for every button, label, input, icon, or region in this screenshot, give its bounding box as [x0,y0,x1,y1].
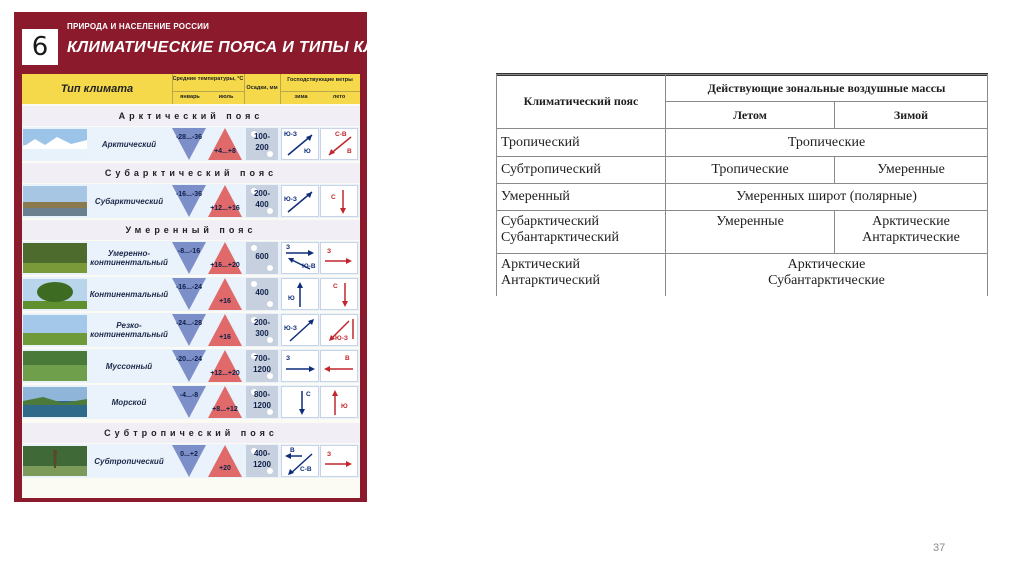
wind-direction: С-В [335,131,347,138]
air-mass-line: Арктические [872,214,950,229]
divider [172,74,173,104]
temp-january: 0...+2 [180,451,198,458]
belt-name: Субтропический [497,157,666,184]
air-masses-table [496,74,988,296]
climate-row [22,127,360,161]
precipitation [246,317,278,339]
temp-january: -4...-8 [179,392,199,399]
air-mass-summer: Тропические [666,157,835,184]
temp-january: -16...-24 [175,284,203,291]
wind-direction: В [345,355,350,362]
temp-january-cold [172,128,206,160]
belt-name-line: Субарктический [501,214,599,229]
temp-january-cold [172,350,206,382]
photo-oak-tree [23,279,87,309]
photo-sea-coast [23,387,87,417]
precipitation-value: 800- [253,390,270,399]
climate-row [22,444,360,478]
wind-direction: Ю [304,148,311,155]
temp-july-warm [208,350,242,382]
wind-direction: Ю [288,295,295,302]
zone-arctic: Арктический пояс [22,106,360,126]
temp-january: -8...-16 [177,248,201,255]
climate-name: Субарктический [94,196,164,206]
header-precipitation: Осадки, мм [246,85,278,91]
temp-july-warm [208,278,242,310]
wind-direction: Ю-З [284,131,297,138]
precipitation-value: 300 [255,329,269,338]
wind-direction: С [331,194,336,201]
climate-row [22,385,360,419]
temp-july: +4...+8 [214,148,236,155]
poster-header [14,12,432,70]
precipitation-value: 200- [253,318,270,327]
temp-july-warm [208,314,242,346]
wind-direction: Ю-З [284,325,297,332]
temp-july: +20 [219,465,231,472]
temp-january-cold [172,278,206,310]
precipitation-value: 1200 [253,460,271,469]
divider [244,74,245,104]
climate-name [88,241,170,275]
poster-table [22,74,360,498]
wind-direction: С [333,283,338,290]
air-mass: Умеренных широт (полярные) [666,184,988,211]
wind-direction: З [327,451,332,458]
divider [280,74,281,104]
header-climate-type: Тип климата [60,83,134,95]
photo-subarctic [23,186,87,216]
wind-direction: З [286,244,291,251]
belt-name-line: Субантарктический [501,230,619,245]
temp-july-warm [208,445,242,477]
climate-row [22,349,360,383]
table-header-row [497,75,988,102]
wind-arrow-icon [321,186,357,216]
wind-winter [281,314,319,346]
air-mass [666,254,988,296]
wind-direction: Ю [341,403,348,410]
air-mass-winter: Умеренные [835,157,988,184]
temp-july-warm [208,386,242,418]
precipitation-value: 400 [255,200,269,209]
air-mass: Тропические [666,129,988,157]
temp-january-cold [172,314,206,346]
wind-summer [320,185,358,217]
wind-direction: Ю-З [335,335,348,342]
header-summer: Летом [666,102,835,129]
belt-name-line: Антарктический [501,273,600,288]
header-january: январь [180,94,200,100]
poster-table-header [22,74,360,104]
precipitation-value: 100- [253,132,270,141]
temp-january: -20...-24 [175,356,203,363]
temp-july: +12...+16 [210,205,240,212]
temp-july-warm [208,185,242,217]
climate-name: Морской [111,397,147,407]
wind-winter [281,185,319,217]
air-mass-line: Антарктические [862,230,960,245]
temp-july: +16 [219,334,231,341]
divider [280,91,360,92]
zone-subtropical: Субтропический пояс [22,423,360,443]
temp-january-cold [172,445,206,477]
precipitation-value: 200 [255,143,269,152]
zone-temperate: Умеренный пояс [22,220,360,240]
photo-steppe [23,315,87,345]
temp-july: +16 [219,298,231,305]
photo-arctic [23,129,87,159]
wind-winter [281,128,319,160]
wind-summer [320,386,358,418]
wind-summer [320,278,358,310]
wind-winter [281,278,319,310]
wind-arrow-icon [282,279,318,309]
climate-row [22,277,360,311]
temp-july: +8...+12 [212,406,238,413]
wind-direction: З [327,248,332,255]
header-climate-belt: Климатический пояс [497,75,666,129]
temp-january-cold [172,185,206,217]
header-air-masses: Действующие зональные воздушные массы [666,75,988,102]
wind-direction: Ю-З [284,196,297,203]
precipitation-value: 700- [253,354,270,363]
wind-direction: С [306,391,311,398]
table-row [497,254,988,296]
photo-monsoon-forest [23,351,87,381]
wind-arrow-icon [321,387,357,417]
header-winds: Господствующие ветры [287,77,353,83]
wind-summer [320,314,358,346]
climate-name: Муссонный [105,361,153,371]
wind-arrow-icon [321,279,357,309]
temp-january: -16...-36 [175,191,203,198]
slide-number: 37 [933,542,946,554]
wind-summer [320,350,358,382]
precipitation: 600 [255,252,269,261]
wind-direction: В [290,447,295,454]
belt-name: Тропический [497,129,666,157]
wind-arrow-icon [282,387,318,417]
climate-name-line: континентальный [90,330,168,339]
wind-summer [320,445,358,477]
wind-summer [320,128,358,160]
wind-direction: С-В [300,466,312,473]
header-july: июль [218,94,234,100]
wind-arrow-icon [321,351,357,381]
header-winter: зима [294,94,308,100]
climate-row [22,241,360,275]
precipitation [246,448,278,470]
poster-title: КЛИМАТИЧЕСКИЕ ПОЯСА И ТИПЫ КЛИМАТА [67,39,432,56]
air-mass-winter [835,211,988,254]
precipitation [246,131,278,153]
wind-direction: Ю-В [302,263,316,270]
belt-name [497,211,666,254]
climate-name: Арктический [101,139,157,149]
photo-palms [23,446,87,476]
header-summer: лето [332,94,346,100]
air-mass-line: Субантарктические [768,273,885,288]
belt-name-line: Арктический [501,257,580,272]
wind-winter [281,386,319,418]
climate-name-line: Резко- [116,321,142,330]
temp-july: +16...+20 [210,262,240,269]
climate-name [88,313,170,347]
temp-january-cold [172,242,206,274]
precipitation-value: 200- [253,189,270,198]
climate-name: Континентальный [89,289,169,299]
wind-winter [281,350,319,382]
header-winter: Зимой [835,102,988,129]
precipitation-value: 1200 [253,365,271,374]
climate-name: Субтропический [94,456,164,466]
precipitation-value: 400- [253,449,270,458]
precipitation [246,353,278,375]
zone-subarctic: Субарктический пояс [22,163,360,183]
belt-name [497,254,666,296]
divider [172,91,244,92]
temp-july: +12...+20 [210,370,240,377]
temp-july-warm [208,242,242,274]
air-mass-summer: Умеренные [666,211,835,254]
climate-name-line: Умеренно- [107,249,151,258]
photo-forest [23,243,87,273]
poster-subtitle: ПРИРОДА И НАСЕЛЕНИЕ РОССИИ [67,22,210,31]
poster-number-badge: 6 [22,29,58,65]
header-temperature: Средние температуры, °С [172,76,244,82]
table-row [497,211,988,254]
climate-row [22,313,360,347]
temp-january: -24...-28 [175,320,203,327]
wind-summer [320,242,358,274]
temp-january: -28...-36 [175,134,203,141]
precipitation [246,389,278,411]
wind-winter [281,445,319,477]
precipitation: 400 [255,288,269,297]
precipitation [246,188,278,210]
table-row [497,184,988,211]
climate-row [22,184,360,218]
table-row [497,129,988,157]
temp-january-cold [172,386,206,418]
air-mass-line: Арктические [787,257,866,272]
wind-winter [281,242,319,274]
table-row [497,157,988,184]
wind-direction: В [347,148,352,155]
climate-poster [14,12,432,502]
wind-direction: З [286,355,291,362]
climate-name-line: континентальный [90,258,168,267]
belt-name: Умеренный [497,184,666,211]
temp-july-warm [208,128,242,160]
precipitation-value: 1200 [253,401,271,410]
